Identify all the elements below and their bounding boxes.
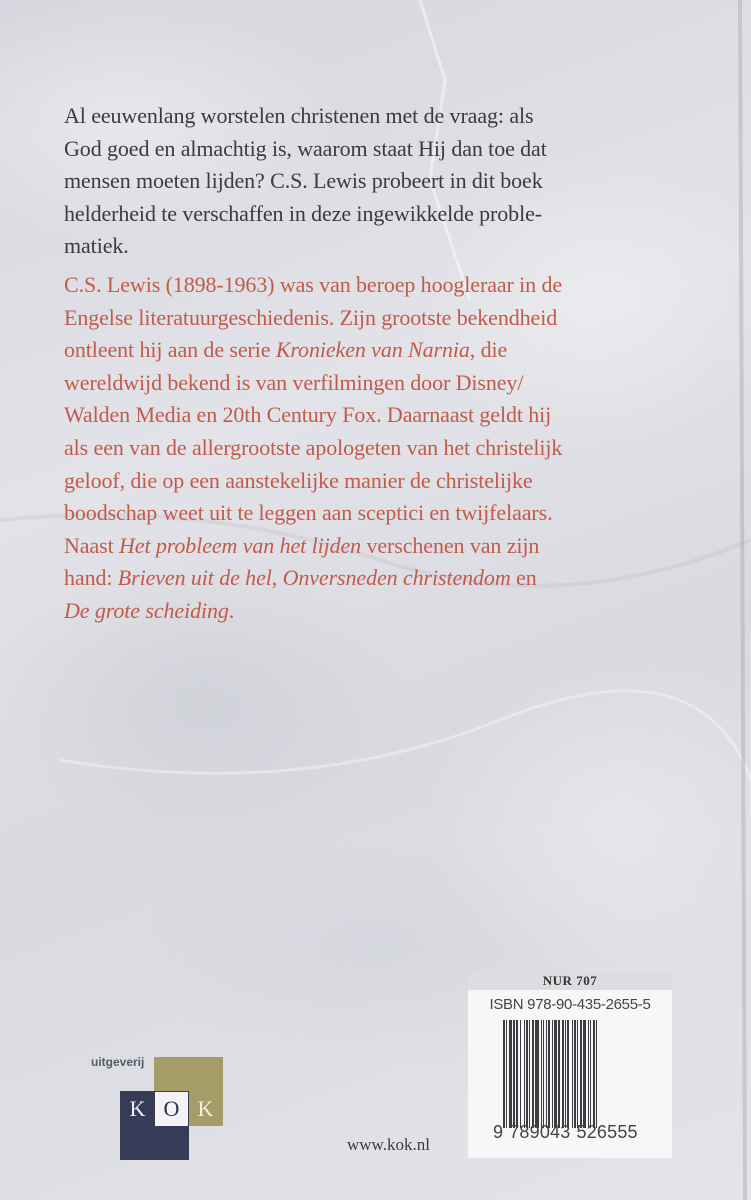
- bio-text: .: [228, 597, 235, 623]
- bio-line: geloof, die op een aanstekelijke manier de christelijke: [64, 467, 533, 493]
- bio-line: [64, 334, 704, 367]
- logo-letter-k1: K: [129, 1096, 146, 1121]
- author-bio-paragraph: [64, 269, 704, 628]
- intro-line: matiek.: [64, 233, 129, 259]
- ean-right-group: 526555: [576, 1122, 638, 1142]
- intro-paragraph: [64, 100, 704, 263]
- ean-left-group: 789043: [509, 1122, 571, 1142]
- logo-letter-o: O: [163, 1096, 180, 1121]
- bio-line: wereldwijd bekend is van verfilmingen door Disney/: [64, 369, 524, 395]
- barcode-box: [468, 990, 672, 1158]
- bio-text: verschenen van zijn: [361, 532, 540, 558]
- book-title-scheiding: De grote scheiding: [64, 597, 229, 623]
- bio-line: [64, 595, 704, 628]
- intro-line: mensen moeten lijden? C.S. Lewis probeert in dit boek: [64, 168, 543, 194]
- bio-line: [64, 530, 704, 563]
- bio-text: ontleent hij aan de serie: [64, 337, 276, 363]
- intro-line: Al eeuwenlang worstelen christenen met de vraag: als: [64, 103, 534, 128]
- bio-text: hand:: [64, 565, 118, 591]
- isbn-label: ISBN 978-90-435-2655-5: [489, 996, 651, 1013]
- bio-line: Engelse literatuurgeschiedenis. Zijn grootste bekendheid: [64, 304, 558, 330]
- bio-text: en: [510, 565, 537, 591]
- bio-line: boodschap weet uit te leggen aan sceptici en twijfelaars.: [64, 500, 553, 526]
- ean-digits: [493, 1122, 663, 1143]
- nur-code: NUR 707: [468, 972, 672, 990]
- intro-line: helderheid te verschaffen in deze ingewikkelde proble-: [64, 200, 542, 226]
- bio-line: Walden Media en 20th Century Fox. Daarnaast geldt hij: [64, 402, 552, 428]
- barcode-bars: [503, 1020, 653, 1128]
- publisher-website: www.kok.nl: [347, 1135, 430, 1154]
- intro-line: God goed en almachtig is, waarom staat Hij dan toe dat: [64, 135, 547, 161]
- logo-letter-k2: K: [197, 1096, 214, 1121]
- bio-text: Naast: [64, 532, 119, 558]
- book-title-current: Het probleem van het lijden: [119, 532, 362, 558]
- bio-line: [64, 562, 704, 595]
- book-title-onversneden: Onversneden christendom: [282, 565, 511, 591]
- book-title-brieven: Brieven uit de hel: [117, 565, 272, 591]
- bio-line: als een van de allergrootste apologeten van het christelijk: [64, 434, 563, 460]
- publisher-label: uitgeverij: [91, 1055, 145, 1069]
- bio-line: C.S. Lewis (1898-1963) was van beroep hoogleraar in de: [64, 272, 563, 297]
- ean-first-digit: 9: [493, 1122, 504, 1142]
- book-title-narnia: Kronieken van Narnia: [275, 337, 470, 363]
- bio-text: ,: [271, 565, 283, 591]
- bio-text: , die: [469, 337, 508, 363]
